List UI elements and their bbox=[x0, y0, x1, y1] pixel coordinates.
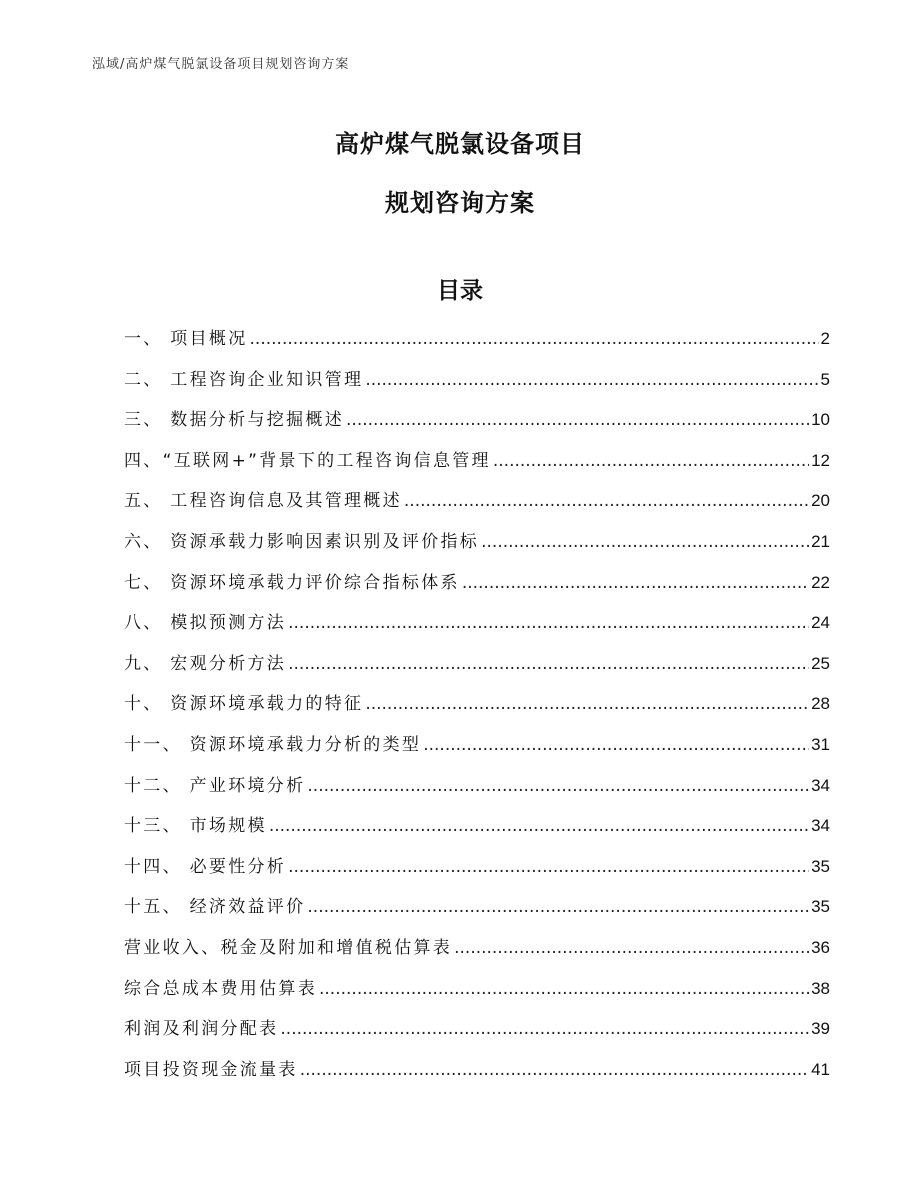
dot-leader bbox=[288, 654, 809, 674]
toc-entry[interactable] bbox=[124, 730, 830, 771]
toc-entry-label: 九、 宏观分析方法 bbox=[124, 653, 287, 674]
table-of-contents bbox=[124, 324, 830, 1095]
toc-entry[interactable] bbox=[124, 649, 830, 690]
dot-leader bbox=[250, 329, 819, 349]
toc-entry[interactable] bbox=[124, 365, 830, 406]
toc-entry-page: 10 bbox=[811, 410, 830, 430]
toc-entry-page: 20 bbox=[811, 491, 830, 511]
toc-entry-page: 21 bbox=[811, 531, 830, 551]
toc-entry[interactable] bbox=[124, 771, 830, 812]
toc-entry-label: 十三、 市场规模 bbox=[124, 816, 267, 837]
toc-entry-label: 四、“互联网+”背景下的工程咨询信息管理 bbox=[124, 450, 491, 471]
toc-entry[interactable] bbox=[124, 1014, 830, 1055]
toc-entry[interactable] bbox=[124, 405, 830, 446]
toc-entry-label: 十一、 资源环境承载力分析的类型 bbox=[124, 734, 422, 755]
toc-entry-page: 41 bbox=[811, 1059, 830, 1079]
dot-leader bbox=[346, 410, 809, 430]
toc-entry-page: 38 bbox=[811, 978, 830, 998]
toc-heading: 目录 bbox=[437, 278, 483, 304]
toc-entry-label: 二、 工程咨询企业知识管理 bbox=[124, 369, 364, 390]
toc-entry[interactable] bbox=[124, 486, 830, 527]
toc-entry-page: 35 bbox=[811, 897, 830, 917]
toc-entry-page: 35 bbox=[811, 856, 830, 876]
dot-leader bbox=[307, 897, 809, 917]
toc-entry[interactable] bbox=[124, 933, 830, 974]
toc-entry[interactable] bbox=[124, 568, 830, 609]
toc-entry-page: 25 bbox=[811, 653, 830, 673]
toc-entry-page: 28 bbox=[811, 694, 830, 714]
toc-entry-page: 31 bbox=[811, 734, 830, 754]
dot-leader bbox=[462, 573, 809, 593]
dot-leader bbox=[319, 979, 809, 999]
toc-entry-label: 综合总成本费用估算表 bbox=[124, 978, 317, 999]
dot-leader bbox=[307, 776, 809, 796]
toc-entry[interactable] bbox=[124, 608, 830, 649]
dot-leader bbox=[481, 532, 809, 552]
toc-entry-label: 营业收入、税金及附加和增值税估算表 bbox=[124, 937, 453, 958]
toc-entry-label: 十二、 产业环境分析 bbox=[124, 775, 306, 796]
toc-entry-label: 项目投资现金流量表 bbox=[124, 1059, 298, 1080]
toc-entry[interactable] bbox=[124, 811, 830, 852]
toc-entry-page: 34 bbox=[811, 775, 830, 795]
dot-leader bbox=[288, 613, 809, 633]
toc-entry[interactable] bbox=[124, 324, 830, 365]
toc-entry-page: 2 bbox=[820, 329, 830, 348]
toc-entry-page: 12 bbox=[811, 450, 830, 470]
toc-entry-page: 34 bbox=[811, 816, 830, 836]
dot-leader bbox=[423, 735, 809, 755]
toc-entry-page: 5 bbox=[820, 369, 830, 389]
toc-entry-label: 七、 资源环境承载力评价综合指标体系 bbox=[124, 572, 460, 593]
toc-entry[interactable] bbox=[124, 446, 830, 487]
dot-leader bbox=[280, 1019, 809, 1039]
toc-entry-page: 39 bbox=[811, 1019, 830, 1039]
dot-leader bbox=[493, 451, 809, 471]
toc-entry-page: 22 bbox=[811, 572, 830, 592]
document-title-line1: 高炉煤气脱氯设备项目 bbox=[335, 130, 585, 158]
dot-leader bbox=[300, 1060, 809, 1080]
toc-entry-label: 十四、 必要性分析 bbox=[124, 856, 287, 877]
dot-leader bbox=[404, 491, 809, 511]
toc-entry[interactable] bbox=[124, 974, 830, 1015]
dot-leader bbox=[365, 370, 818, 390]
toc-entry[interactable] bbox=[124, 1055, 830, 1096]
toc-entry[interactable] bbox=[124, 527, 830, 568]
toc-entry-label: 六、 资源承载力影响因素识别及评价指标 bbox=[124, 531, 480, 552]
toc-entry-label: 五、 工程咨询信息及其管理概述 bbox=[124, 491, 402, 512]
toc-entry-page: 24 bbox=[811, 613, 830, 633]
toc-entry-label: 一、 项目概况 bbox=[124, 329, 248, 349]
toc-entry-label: 三、 数据分析与挖掘概述 bbox=[124, 410, 345, 431]
toc-entry-page: 36 bbox=[811, 937, 830, 957]
running-header: 泓域/高炉煤气脱氯设备项目规划咨询方案 bbox=[92, 57, 350, 72]
dot-leader bbox=[365, 694, 809, 714]
toc-entry[interactable] bbox=[124, 892, 830, 933]
toc-entry-label: 十、 资源环境承载力的特征 bbox=[124, 694, 364, 715]
dot-leader bbox=[454, 938, 809, 958]
toc-entry[interactable] bbox=[124, 689, 830, 730]
dot-leader bbox=[288, 857, 809, 877]
dot-leader bbox=[269, 816, 809, 836]
toc-entry-label: 利润及利润分配表 bbox=[124, 1019, 279, 1040]
toc-entry-label: 十五、 经济效益评价 bbox=[124, 897, 306, 918]
document-title-line2: 规划咨询方案 bbox=[385, 189, 535, 217]
toc-entry[interactable] bbox=[124, 852, 830, 893]
toc-entry-label: 八、 模拟预测方法 bbox=[124, 613, 287, 634]
